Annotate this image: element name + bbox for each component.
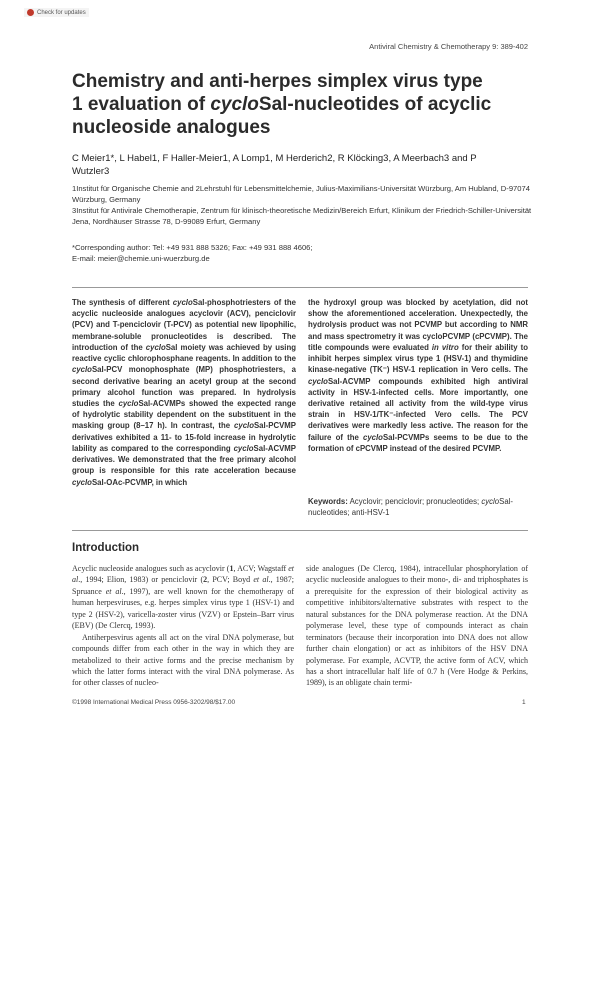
affiliation: 3Institut für Antivirale Chemotherapie, Zentrum für klinisch-theoretische Medizin/Bereich Erfurt, Klinikum der Friedrich-Schiller-Universität Jena, Nordhäuser Strasse 78, D-99089 Erfurt, Germany <box>72 206 532 226</box>
copyright-footer: ©1998 International Medical Press 0956-3202/98/$17.00 <box>72 699 236 706</box>
paragraph: Antiherpesvirus agents all act on the viral DNA polymerase, but compounds differ from each other in the way in which they are metabolized to their active forms and the precise mechanism by which the latter forms interact with the viral DNA polymerase. As for other classes of nucleo- <box>72 632 294 688</box>
correspondence <box>72 242 532 264</box>
journal-header: Antiviral Chemistry & Chemotherapy 9: 389-402 <box>369 42 528 51</box>
body-left-column <box>72 563 294 689</box>
paragraph: side analogues (De Clercq, 1984), intracellular phosphorylation of acyclic nucleoside analogues to their mono-, di- and triphosphates is a prerequisite for the expression of their biological activity as competitive inhibitors/alternative substrates with respect to the natural substances for the DNA polymerase reaction. At the DNA polymerase level, these type of compounds interact as chain terminators (because their incorporation into DNA does not allow further chain elongation) or act as inhibitors of the HSV DNA polymerase. For example, ACVTP, the active form of ACV, which has a short intracellular half life of 0.7 h (Vere Hodge & Perkins, 1989), is an obligate chain termi- <box>306 564 528 688</box>
article-title: Chemistry and anti-herpes simplex virus type 1 evaluation of cycloSal-nucleotides of acyclic nucleoside analogues <box>72 71 492 139</box>
divider <box>72 530 528 531</box>
email[interactable]: E-mail: meier@chemie.uni-wuerzburg.de <box>72 254 210 263</box>
divider <box>72 287 528 288</box>
abstract-left-column: The synthesis of different cycloSal-phosphotriesters of the acyclic nucleoside analogues acyclovir (ACV), penciclovir (PCV) and T-penciclovir (T-PCV) as potential new lipophilic, membrane-soluble pronucleotides is described. The introduction of the cycloSal moiety was achieved by using reactive cyclic chlorophosphane reagents. In addition to the cycloSal-PCV monophosphate (MP) phosphotriesters, a second derivative bearing an acetyl group at the second primary alcohol function was prepared. In hydrolysis studies the cycloSal-ACVMPs showed the expected range of hydrolytic stability dependent on the substituent in the masking group (8–17 h). In contrast, the cycloSal-PCVMP derivatives exhibited a 11- to 15-fold increase in hydrolytic lability as compared to the corresponding cycloSal-ACVMP derivatives. We demonstrated that the free primary alcohol group is responsible for this rate acceleration because cycloSal-OAc-PCVMP, in which <box>72 298 296 487</box>
paragraph: Acyclic nucleoside analogues such as acyclovir (1, ACV; Wagstaff et al., 1994; Elion, 1983) or penciclovir (2, PCV; Boyd et al., 1987; Spruance et al., 1997), are well known for the chemotherapy of human herpesviruses, e.g. herpes simplex virus type 1 (HSV-1) and type 2 (HSV-2), varicella-zoster virus (VZV) or Epstein–Barr virus (EBV) (De Clercq, 1993). <box>72 564 295 631</box>
affiliation: 1Institut für Organische Chemie and 2Lehrstuhl für Lebensmittelchemie, Julius-Maximilians-Universität Würzburg, Am Hubland, D-97074 Würzburg, Germany <box>72 184 530 204</box>
corresponding-author: *Corresponding author: Tel: +49 931 888 5326; Fax: +49 931 888 4606; <box>72 243 313 252</box>
check-for-updates-badge[interactable] <box>24 8 89 17</box>
page-number: 1 <box>522 699 526 706</box>
abstract-right-column: the hydroxyl group was blocked by acetylation, did not show the aforementioned acceleration. Unexpectedly, the hydrolysis product was not PCVMP but according to NMR and mass spectrometry it was cycloPCVMP (cPCVMP). The title compounds were evaluated in vitro for their ability to inhibit herpes simplex virus type 1 (HSV-1) and thymidine kinase-negative (TK⁻) HSV-1 replication in Vero cells. The cycloSal-ACVMP compounds exhibited high antiviral activity in HSV-1-infected cells. More importantly, one derivative retained all activity from the wild-type virus strain in HSV-1/TK⁻-infected Vero cells. The PCV derivatives were markedly less active. The reason for the failure of the cycloSal-PCVMPs seems to be due to the formation of cPCVMP instead of the desired PCVMP. <box>308 298 529 453</box>
author-list: C Meier1*, L Habel1, F Haller-Meier1, A Lomp1, M Herderich2, R Klöcking3, A Meerbach3 and P Wutzler3 <box>72 153 477 177</box>
keywords: Keywords: Acyclovir; penciclovir; pronucleotides; cycloSal-nucleotides; anti-HSV-1 <box>308 497 513 518</box>
section-heading: Introduction <box>72 542 140 554</box>
crossmark-icon <box>27 9 34 16</box>
affiliations <box>72 183 532 227</box>
body-right-column <box>306 563 528 689</box>
badge-label: Check for updates <box>37 9 86 16</box>
